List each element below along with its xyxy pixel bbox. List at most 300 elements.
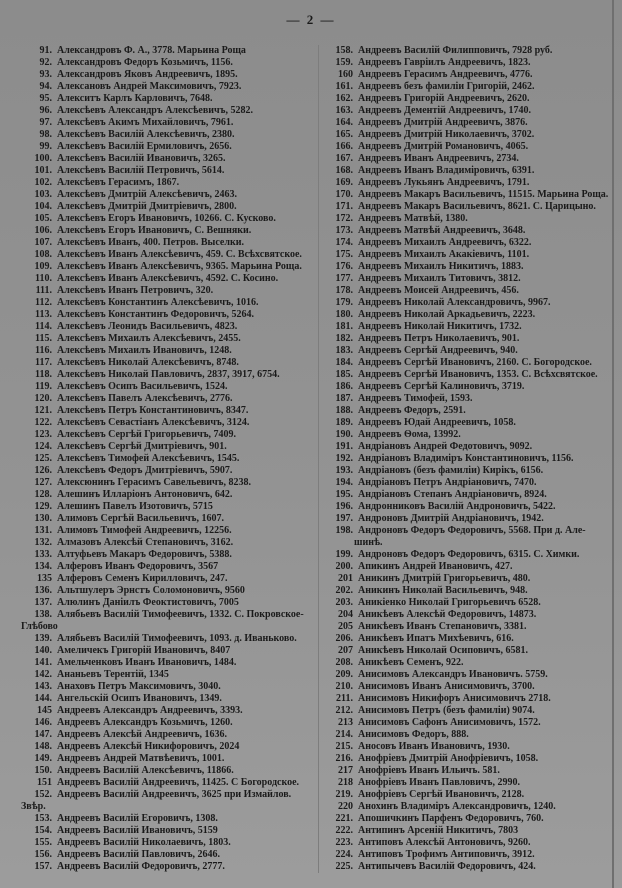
entry-number: 175. bbox=[335, 249, 353, 260]
entry-text: Анисимовъ Федоръ, 888. bbox=[358, 729, 469, 740]
entry-text: Алексѣевъ Тимофей Алексѣевичъ, 1545. bbox=[57, 453, 240, 464]
entry-text: Алексѣевъ Леонидъ Васильевичъ, 4823. bbox=[57, 321, 238, 332]
entry-text: Андреевъ Матвѣй, 1380. bbox=[358, 213, 468, 224]
list-entry bbox=[8, 357, 314, 369]
page-edge bbox=[612, 0, 614, 888]
entry-text: Алексѣевъ Иванъ, 400. Петров. Выселки. bbox=[57, 237, 244, 248]
entry-text: Андреевъ Александръ Козьмичъ, 1260. bbox=[57, 717, 233, 728]
entry-text: Алексѣевъ Дмитрій Алексѣевичъ, 2463. bbox=[57, 189, 238, 200]
entry-text: Аникѣевъ Ипатъ Михѣевичъ, 616. bbox=[358, 633, 514, 644]
list-entry bbox=[8, 489, 314, 501]
entry-number: 215. bbox=[335, 741, 353, 752]
entry-text: Алексѣевъ Николай Алексѣевичъ, 8748. bbox=[57, 357, 239, 368]
entry-number: 109. bbox=[34, 261, 52, 272]
entry-number: 113. bbox=[35, 309, 52, 320]
entry-number: 209. bbox=[335, 669, 353, 680]
entry-number: 223. bbox=[335, 837, 353, 848]
entry-number: 222. bbox=[335, 825, 353, 836]
list-entry bbox=[8, 333, 314, 345]
list-entry bbox=[8, 285, 314, 297]
list-entry bbox=[319, 513, 612, 525]
entry-number: 146. bbox=[34, 717, 52, 728]
entry-text: Андреевъ Макаръ Васильевичъ, 8621. С. Царицыно. bbox=[358, 201, 596, 212]
list-entry bbox=[8, 261, 314, 273]
list-entry bbox=[319, 405, 612, 417]
entry-text: Андреевъ Михаилъ Андреевичъ, 6322. bbox=[358, 237, 532, 248]
entry-text: Анохинъ Владиміръ Александровичъ, 1240. bbox=[358, 801, 556, 812]
entry-text: Амельченковъ Иванъ Ивановичъ, 1484. bbox=[57, 657, 237, 668]
entry-number: 205 bbox=[338, 621, 353, 632]
list-entry bbox=[8, 789, 314, 801]
entry-number: 101. bbox=[34, 165, 52, 176]
entry-text: Александровъ Федоръ Козьмичъ, 1156. bbox=[57, 57, 233, 68]
entry-number: 190. bbox=[335, 429, 353, 440]
list-entry bbox=[8, 681, 314, 693]
list-entry bbox=[319, 105, 612, 117]
entry-text: Алешинъ Илларіонъ Антоновичъ, 642. bbox=[57, 489, 233, 500]
entry-number: 121. bbox=[34, 405, 52, 416]
entry-number: 102. bbox=[34, 177, 52, 188]
list-entry bbox=[319, 321, 612, 333]
list-entry bbox=[8, 393, 314, 405]
entry-text: Андроновъ Федоръ Федоровичъ, 5568. При д. Але- bbox=[358, 525, 586, 536]
list-entry bbox=[319, 465, 612, 477]
entry-number: 152. bbox=[34, 789, 52, 800]
entry-number: 208. bbox=[335, 657, 353, 668]
list-entry bbox=[319, 357, 612, 369]
entry-text: Амеличекъ Григорій Ивановичъ, 8407 bbox=[57, 645, 231, 656]
list-entry bbox=[319, 861, 612, 873]
entry-text: Андреевъ Гавріилъ Андреевичъ, 1823. bbox=[358, 57, 531, 68]
list-entry bbox=[319, 825, 612, 837]
entry-number: 99. bbox=[39, 141, 52, 152]
entry-text: Андреевъ Василій Андреевичъ, 11425. С Богородское. bbox=[57, 777, 300, 788]
list-entry bbox=[8, 717, 314, 729]
list-entry bbox=[8, 549, 314, 561]
entry-text: Анаховъ Петръ Максимовичъ, 3040. bbox=[57, 681, 221, 692]
entry-number: 200. bbox=[335, 561, 353, 572]
entry-text: Антиповъ Трофимъ Антиповичъ, 3912. bbox=[358, 849, 535, 860]
entry-number: 179. bbox=[335, 297, 353, 308]
list-entry bbox=[319, 549, 612, 561]
entry-text: Алексѣевъ Михаилъ Алексѣевичъ, 2455. bbox=[57, 333, 241, 344]
entry-text: Андреевъ Николай Александровичъ, 9967. bbox=[358, 297, 551, 308]
entry-text: Андреевъ Тимофей, 1593. bbox=[358, 393, 473, 404]
entry-text: Алексѣевъ Павелъ Алексѣевичъ, 2776. bbox=[57, 393, 233, 404]
entry-number: 93. bbox=[39, 69, 52, 80]
entry-number: 203. bbox=[335, 597, 353, 608]
entry-text: Андреевъ Сергѣй Калиновичъ, 3719. bbox=[358, 381, 525, 392]
entry-text: Андреевъ Михаилъ Титовичъ, 3812. bbox=[358, 273, 521, 284]
entry-number: 133. bbox=[34, 549, 52, 560]
entry-number: 98. bbox=[39, 129, 52, 140]
entry-number: 156. bbox=[34, 849, 52, 860]
list-entry bbox=[8, 189, 314, 201]
entry-text: Анофріевъ Сергѣй Ивановичъ, 2128. bbox=[358, 789, 525, 800]
entry-number: 154. bbox=[34, 825, 52, 836]
entry-number: 217 bbox=[338, 765, 353, 776]
list-entry bbox=[8, 321, 314, 333]
list-entry bbox=[319, 561, 612, 573]
entry-text: Андреевъ Василій Андреевичъ, 3625 при Измайлов. bbox=[57, 789, 292, 800]
entry-number: 178. bbox=[335, 285, 353, 296]
list-entry bbox=[319, 141, 612, 153]
list-entry bbox=[8, 597, 314, 609]
list-entry bbox=[319, 249, 612, 261]
entry-number: 142. bbox=[34, 669, 52, 680]
list-entry bbox=[8, 705, 314, 717]
list-entry bbox=[8, 729, 314, 741]
entry-number: 199. bbox=[335, 549, 353, 560]
entry-text: Алешинъ Павелъ Изотовичъ, 5715 bbox=[57, 501, 213, 512]
entry-text: Алексѣевъ Василій Петровичъ, 5614. bbox=[57, 165, 225, 176]
entry-text: Алексѣевъ Иванъ Алексѣевичъ, 9365. Марьина Роща. bbox=[57, 261, 302, 272]
list-entry bbox=[319, 789, 612, 801]
list-entry bbox=[319, 489, 612, 501]
entry-text: Андреевъ Моисей Андреевичъ, 456. bbox=[358, 285, 519, 296]
entry-number: 123. bbox=[34, 429, 52, 440]
entry-number: 148. bbox=[34, 741, 52, 752]
list-entry bbox=[8, 45, 314, 57]
entry-number: 124. bbox=[34, 441, 52, 452]
entry-text: Аникинъ Дмитрій Григорьевичъ, 480. bbox=[358, 573, 531, 584]
entry-number: 165. bbox=[335, 129, 353, 140]
entry-number: 143. bbox=[34, 681, 52, 692]
entry-number: 207 bbox=[338, 645, 353, 656]
list-entry bbox=[8, 441, 314, 453]
entry-text: Андреевъ Дмитрій Николаевичъ, 3702. bbox=[358, 129, 535, 140]
entry-text: Алексѣевъ Василій Ивановичъ, 3265. bbox=[57, 153, 226, 164]
entry-text: Алексѣевъ Севастіанъ Алексѣевичъ, 3124. bbox=[57, 417, 250, 428]
list-entry bbox=[319, 237, 612, 249]
list-entry bbox=[319, 417, 612, 429]
entry-text: Апошичкинъ Парфенъ Федоровичъ, 760. bbox=[358, 813, 544, 824]
entry-text: Андреевъ Алексѣй Андреевичъ, 1636. bbox=[57, 729, 228, 740]
entry-text: Альтшулеръ Эрнстъ Соломоновичъ, 9560 bbox=[57, 585, 245, 596]
entry-number: 119. bbox=[35, 381, 52, 392]
entry-number: 136. bbox=[34, 585, 52, 596]
list-entry bbox=[319, 129, 612, 141]
list-entry bbox=[319, 381, 612, 393]
entry-text: Алимовъ Тимофей Андреевичъ, 12256. bbox=[57, 525, 232, 536]
entry-number: 147. bbox=[34, 729, 52, 740]
list-entry bbox=[8, 369, 314, 381]
list-entry bbox=[319, 849, 612, 861]
entry-text: Андреевъ Василій Николаевичъ, 1803. bbox=[57, 837, 231, 848]
entry-number: 192. bbox=[335, 453, 353, 464]
list-entry bbox=[319, 273, 612, 285]
list-entry bbox=[319, 645, 612, 657]
entry-text: Андреевъ Федоръ, 2591. bbox=[358, 405, 466, 416]
entry-text: Анофріевъ Иванъ Ильичъ. 581. bbox=[358, 765, 500, 776]
entry-number: 158. bbox=[335, 45, 353, 56]
list-entry bbox=[319, 93, 612, 105]
entry-text: Апикинъ Андрей Ивановичъ, 427. bbox=[358, 561, 513, 572]
list-entry bbox=[319, 693, 612, 705]
right-column bbox=[318, 45, 612, 873]
list-entry bbox=[319, 309, 612, 321]
entry-number: 140. bbox=[34, 645, 52, 656]
entry-text: Андреевъ Василій Филипповичъ, 7928 руб. bbox=[358, 45, 553, 56]
entry-text: Андреевъ Сергѣй Ивановичъ, 2160. С. Богородское. bbox=[358, 357, 592, 368]
list-entry bbox=[319, 201, 612, 213]
entry-number: 224. bbox=[335, 849, 353, 860]
list-entry bbox=[8, 81, 314, 93]
list-entry bbox=[8, 57, 314, 69]
entry-number: 189. bbox=[335, 417, 353, 428]
entry-number: 196. bbox=[335, 501, 353, 512]
entry-number: 218 bbox=[338, 777, 353, 788]
entry-text: Алексановъ Андрей Максимовичъ, 7923. bbox=[57, 81, 242, 92]
list-entry bbox=[319, 369, 612, 381]
entry-number: 130. bbox=[34, 513, 52, 524]
entry-text: Андреевъ Василій Ивановичъ, 5159 bbox=[57, 825, 218, 836]
list-entry bbox=[8, 297, 314, 309]
list-entry bbox=[8, 585, 314, 597]
entry-text: Антиповъ Алексѣй Антоновичъ, 9260. bbox=[358, 837, 531, 848]
list-entry bbox=[319, 297, 612, 309]
left-column bbox=[8, 45, 314, 873]
entry-text: Андріановъ (безъ фамиліи) Кирікъ, 6156. bbox=[358, 465, 544, 476]
entry-text: Алексѣевъ Акимъ Михайловичъ, 7961. bbox=[57, 117, 234, 128]
entry-text: шинѣ. bbox=[354, 537, 383, 548]
entry-text: Алексѣевъ Михаилъ Ивановичъ, 1248. bbox=[57, 345, 232, 356]
list-entry bbox=[8, 345, 314, 357]
entry-number: 221. bbox=[335, 813, 353, 824]
list-entry bbox=[319, 633, 612, 645]
entry-text: Алмазовъ Алексѣй Степановичъ, 3162. bbox=[57, 537, 234, 548]
entry-text: Александровъ Яковъ Андреевичъ, 1895. bbox=[57, 69, 238, 80]
entry-number: 159. bbox=[335, 57, 353, 68]
entry-text: Аникѣевъ Иванъ Степановичъ, 3381. bbox=[358, 621, 527, 632]
entry-number: 116. bbox=[35, 345, 52, 356]
list-entry bbox=[8, 477, 314, 489]
entry-number: 97. bbox=[39, 117, 52, 128]
list-entry bbox=[8, 669, 314, 681]
entry-number: 141. bbox=[34, 657, 52, 668]
entry-number: 162. bbox=[335, 93, 353, 104]
entry-number: 204 bbox=[338, 609, 353, 620]
entry-number: 125. bbox=[34, 453, 52, 464]
list-entry bbox=[319, 393, 612, 405]
entry-number: 120. bbox=[34, 393, 52, 404]
entry-text: Алексѣевъ Николай Павловичъ, 2837, 3917, 6754. bbox=[57, 369, 280, 380]
list-entry bbox=[319, 837, 612, 849]
list-entry bbox=[8, 561, 314, 573]
list-entry bbox=[8, 105, 314, 117]
entry-number: 176. bbox=[335, 261, 353, 272]
entry-number: 195. bbox=[335, 489, 353, 500]
list-entry bbox=[319, 765, 612, 777]
entry-number: 191. bbox=[335, 441, 353, 452]
list-entry bbox=[319, 153, 612, 165]
list-entry bbox=[8, 453, 314, 465]
entry-text: Алексѣевъ Осипъ Васильевичъ, 1524. bbox=[57, 381, 228, 392]
list-entry bbox=[319, 261, 612, 273]
list-entry bbox=[8, 753, 314, 765]
entry-number: 187. bbox=[335, 393, 353, 404]
list-entry bbox=[8, 153, 314, 165]
entry-text: Алябьевъ Василій Тимофеевичъ, 1332. С. Покровское- bbox=[57, 609, 304, 620]
list-entry bbox=[8, 201, 314, 213]
entry-number: 135 bbox=[37, 573, 52, 584]
list-entry bbox=[8, 117, 314, 129]
list-entry bbox=[319, 705, 612, 717]
entry-continuation bbox=[319, 537, 612, 549]
entry-text: Антипычевъ Василій Федоровичъ, 424. bbox=[358, 861, 536, 872]
list-entry bbox=[8, 429, 314, 441]
list-entry bbox=[319, 729, 612, 741]
entry-number: 212. bbox=[335, 705, 353, 716]
list-entry bbox=[8, 141, 314, 153]
entry-number: 92. bbox=[39, 57, 52, 68]
entry-text: Андреевъ Лукьянъ Андреевичъ, 1791. bbox=[358, 177, 530, 188]
entry-number: 139. bbox=[34, 633, 52, 644]
entry-number: 122. bbox=[34, 417, 52, 428]
entry-number: 188. bbox=[335, 405, 353, 416]
entry-text: Алексѣевъ Константинъ Алексѣевичъ, 1016. bbox=[57, 297, 259, 308]
entry-text: Алексѣевъ Егоръ Ивановичъ, 10266. С. Кусково. bbox=[57, 213, 276, 224]
entry-number: 117. bbox=[35, 357, 52, 368]
entry-number: 201 bbox=[338, 573, 353, 584]
entry-number: 177. bbox=[335, 273, 353, 284]
entry-number: 94. bbox=[39, 81, 52, 92]
entry-number: 174. bbox=[335, 237, 353, 248]
list-entry bbox=[8, 741, 314, 753]
entry-text: Андреевъ Григорій Андреевичъ, 2620. bbox=[358, 93, 530, 104]
entry-text: Алексѣевъ Иванъ Алексѣевичъ, 459. С. Всѣхсвятское. bbox=[57, 249, 302, 260]
entry-text: Александровъ Ф. А., 3778. Марьина Роща bbox=[57, 45, 246, 56]
entry-number: 106. bbox=[34, 225, 52, 236]
list-entry bbox=[8, 633, 314, 645]
entry-text: Алимовъ Сергѣй Васильевичъ, 1607. bbox=[57, 513, 224, 524]
list-entry bbox=[8, 69, 314, 81]
entry-text: Алексѣевъ Егоръ Ивановичъ, С. Вешняки. bbox=[57, 225, 252, 236]
entry-number: 170. bbox=[335, 189, 353, 200]
entry-number: 206. bbox=[335, 633, 353, 644]
entry-number: 157. bbox=[34, 861, 52, 872]
entry-number: 180. bbox=[335, 309, 353, 320]
list-entry bbox=[319, 585, 612, 597]
list-entry bbox=[319, 69, 612, 81]
list-entry bbox=[319, 753, 612, 765]
list-entry bbox=[8, 765, 314, 777]
entry-text: Анисимовъ Никифоръ Анисимовичъ 2718. bbox=[358, 693, 551, 704]
entry-text: Андреевъ Петръ Николаевичъ, 901. bbox=[358, 333, 520, 344]
entry-number: 118. bbox=[35, 369, 52, 380]
list-entry bbox=[8, 813, 314, 825]
list-entry bbox=[319, 717, 612, 729]
entry-number: 197. bbox=[335, 513, 353, 524]
entry-text: Анисимовъ Иванъ Анисимовичъ, 3700. bbox=[358, 681, 535, 692]
entry-text: Андріановъ Андрей Федотовичъ, 9092. bbox=[358, 441, 533, 452]
entry-number: 95. bbox=[39, 93, 52, 104]
entry-text: Андріановъ Владиміръ Константиновичъ, 1156. bbox=[358, 453, 574, 464]
entry-number: 181. bbox=[335, 321, 353, 332]
entry-number: 167. bbox=[335, 153, 353, 164]
entry-number: 149. bbox=[34, 753, 52, 764]
entry-text: Андреевъ Матвѣй Андреевичъ, 3648. bbox=[358, 225, 526, 236]
entry-number: 107. bbox=[34, 237, 52, 248]
entry-number: 132. bbox=[34, 537, 52, 548]
entry-text: Алтуфьевъ Макаръ Федоровичъ, 5388. bbox=[57, 549, 232, 560]
list-entry bbox=[319, 81, 612, 93]
entry-text: Ангельскій Осипъ Ивановичъ, 1349. bbox=[57, 693, 222, 704]
entry-text: Аникіенко Николай Григорьевичъ 6528. bbox=[358, 597, 541, 608]
entry-number: 137. bbox=[34, 597, 52, 608]
entry-text: Андреевъ Сергѣй Андреевичъ, 940. bbox=[358, 345, 518, 356]
entry-text: Алексѣевъ Александръ Алексѣевичъ, 5282. bbox=[57, 105, 253, 116]
list-entry bbox=[319, 333, 612, 345]
list-entry bbox=[319, 429, 612, 441]
list-entry bbox=[8, 273, 314, 285]
entry-number: 103. bbox=[34, 189, 52, 200]
entry-number: 115. bbox=[35, 333, 52, 344]
entry-text: Алексюнинъ Герасимъ Савельевичъ, 8238. bbox=[57, 477, 251, 488]
entry-text: Андреевъ Николай Никитичъ, 1732. bbox=[358, 321, 522, 332]
list-entry bbox=[8, 93, 314, 105]
list-entry bbox=[319, 57, 612, 69]
list-entry bbox=[319, 741, 612, 753]
list-entry bbox=[8, 417, 314, 429]
list-entry bbox=[319, 801, 612, 813]
entry-text: Андреевъ Василій Федоровичъ, 2777. bbox=[57, 861, 225, 872]
entry-text: Алексѣевъ Василій Ермиловичъ, 2656. bbox=[57, 141, 232, 152]
entry-number: 127. bbox=[34, 477, 52, 488]
list-entry bbox=[319, 813, 612, 825]
entry-number: 150. bbox=[34, 765, 52, 776]
entry-text: Андреевъ Сергѣй Ивановичъ, 1353. С. Всѣхсвятское. bbox=[358, 369, 598, 380]
entry-number: 193. bbox=[335, 465, 353, 476]
entry-number: 220 bbox=[338, 801, 353, 812]
entry-text: Андреевъ Макаръ Васильевичъ, 11515. Марьина Роща. bbox=[358, 189, 609, 200]
entry-text: Алексѣевъ Петръ Константиновичъ, 8347. bbox=[57, 405, 249, 416]
list-entry bbox=[8, 213, 314, 225]
entry-text: Анисимовъ Александръ Ивановичъ. 5759. bbox=[358, 669, 548, 680]
list-entry bbox=[8, 465, 314, 477]
list-entry bbox=[8, 525, 314, 537]
list-entry bbox=[8, 657, 314, 669]
entry-text: Андреевъ Николай Аркадьевичъ, 2223. bbox=[358, 309, 536, 320]
entry-continuation bbox=[8, 801, 314, 813]
list-entry bbox=[319, 477, 612, 489]
entry-text: Андреевъ Иванъ Андреевичъ, 2734. bbox=[358, 153, 519, 164]
list-entry bbox=[319, 345, 612, 357]
entry-text: Анофріевъ Дмитрій Анофріевичъ, 1058. bbox=[358, 753, 539, 764]
list-entry bbox=[319, 681, 612, 693]
entry-text: Андреевъ Василій Павловичъ, 2646. bbox=[57, 849, 221, 860]
entry-text: Андреевъ Андрей Матвѣевичъ, 1001. bbox=[57, 753, 225, 764]
list-entry bbox=[319, 45, 612, 57]
list-entry bbox=[8, 645, 314, 657]
entry-text: Алферовъ Иванъ Федоровичъ, 3567 bbox=[57, 561, 219, 572]
entry-text: Антипинъ Арсеній Никитичъ, 7803 bbox=[358, 825, 519, 836]
list-entry bbox=[319, 777, 612, 789]
list-entry bbox=[319, 657, 612, 669]
list-entry bbox=[319, 621, 612, 633]
entry-number: 153. bbox=[34, 813, 52, 824]
list-entry bbox=[319, 441, 612, 453]
entry-continuation bbox=[8, 621, 314, 633]
entry-text: Алексѣевъ Федоръ Дмитріевичъ, 5907. bbox=[57, 465, 233, 476]
entry-text: Алферовъ Семенъ Кирилловичъ, 247. bbox=[57, 573, 228, 584]
entry-text: Андреевъ Юдай Андреевичъ, 1058. bbox=[358, 417, 516, 428]
entry-text: Анисимовъ Сафонъ Анисимовичъ, 1572. bbox=[358, 717, 541, 728]
list-entry bbox=[319, 597, 612, 609]
entry-number: 169. bbox=[335, 177, 353, 188]
list-entry bbox=[319, 501, 612, 513]
entry-text: Андреевъ Герасимъ Андреевичъ, 4776. bbox=[358, 69, 533, 80]
